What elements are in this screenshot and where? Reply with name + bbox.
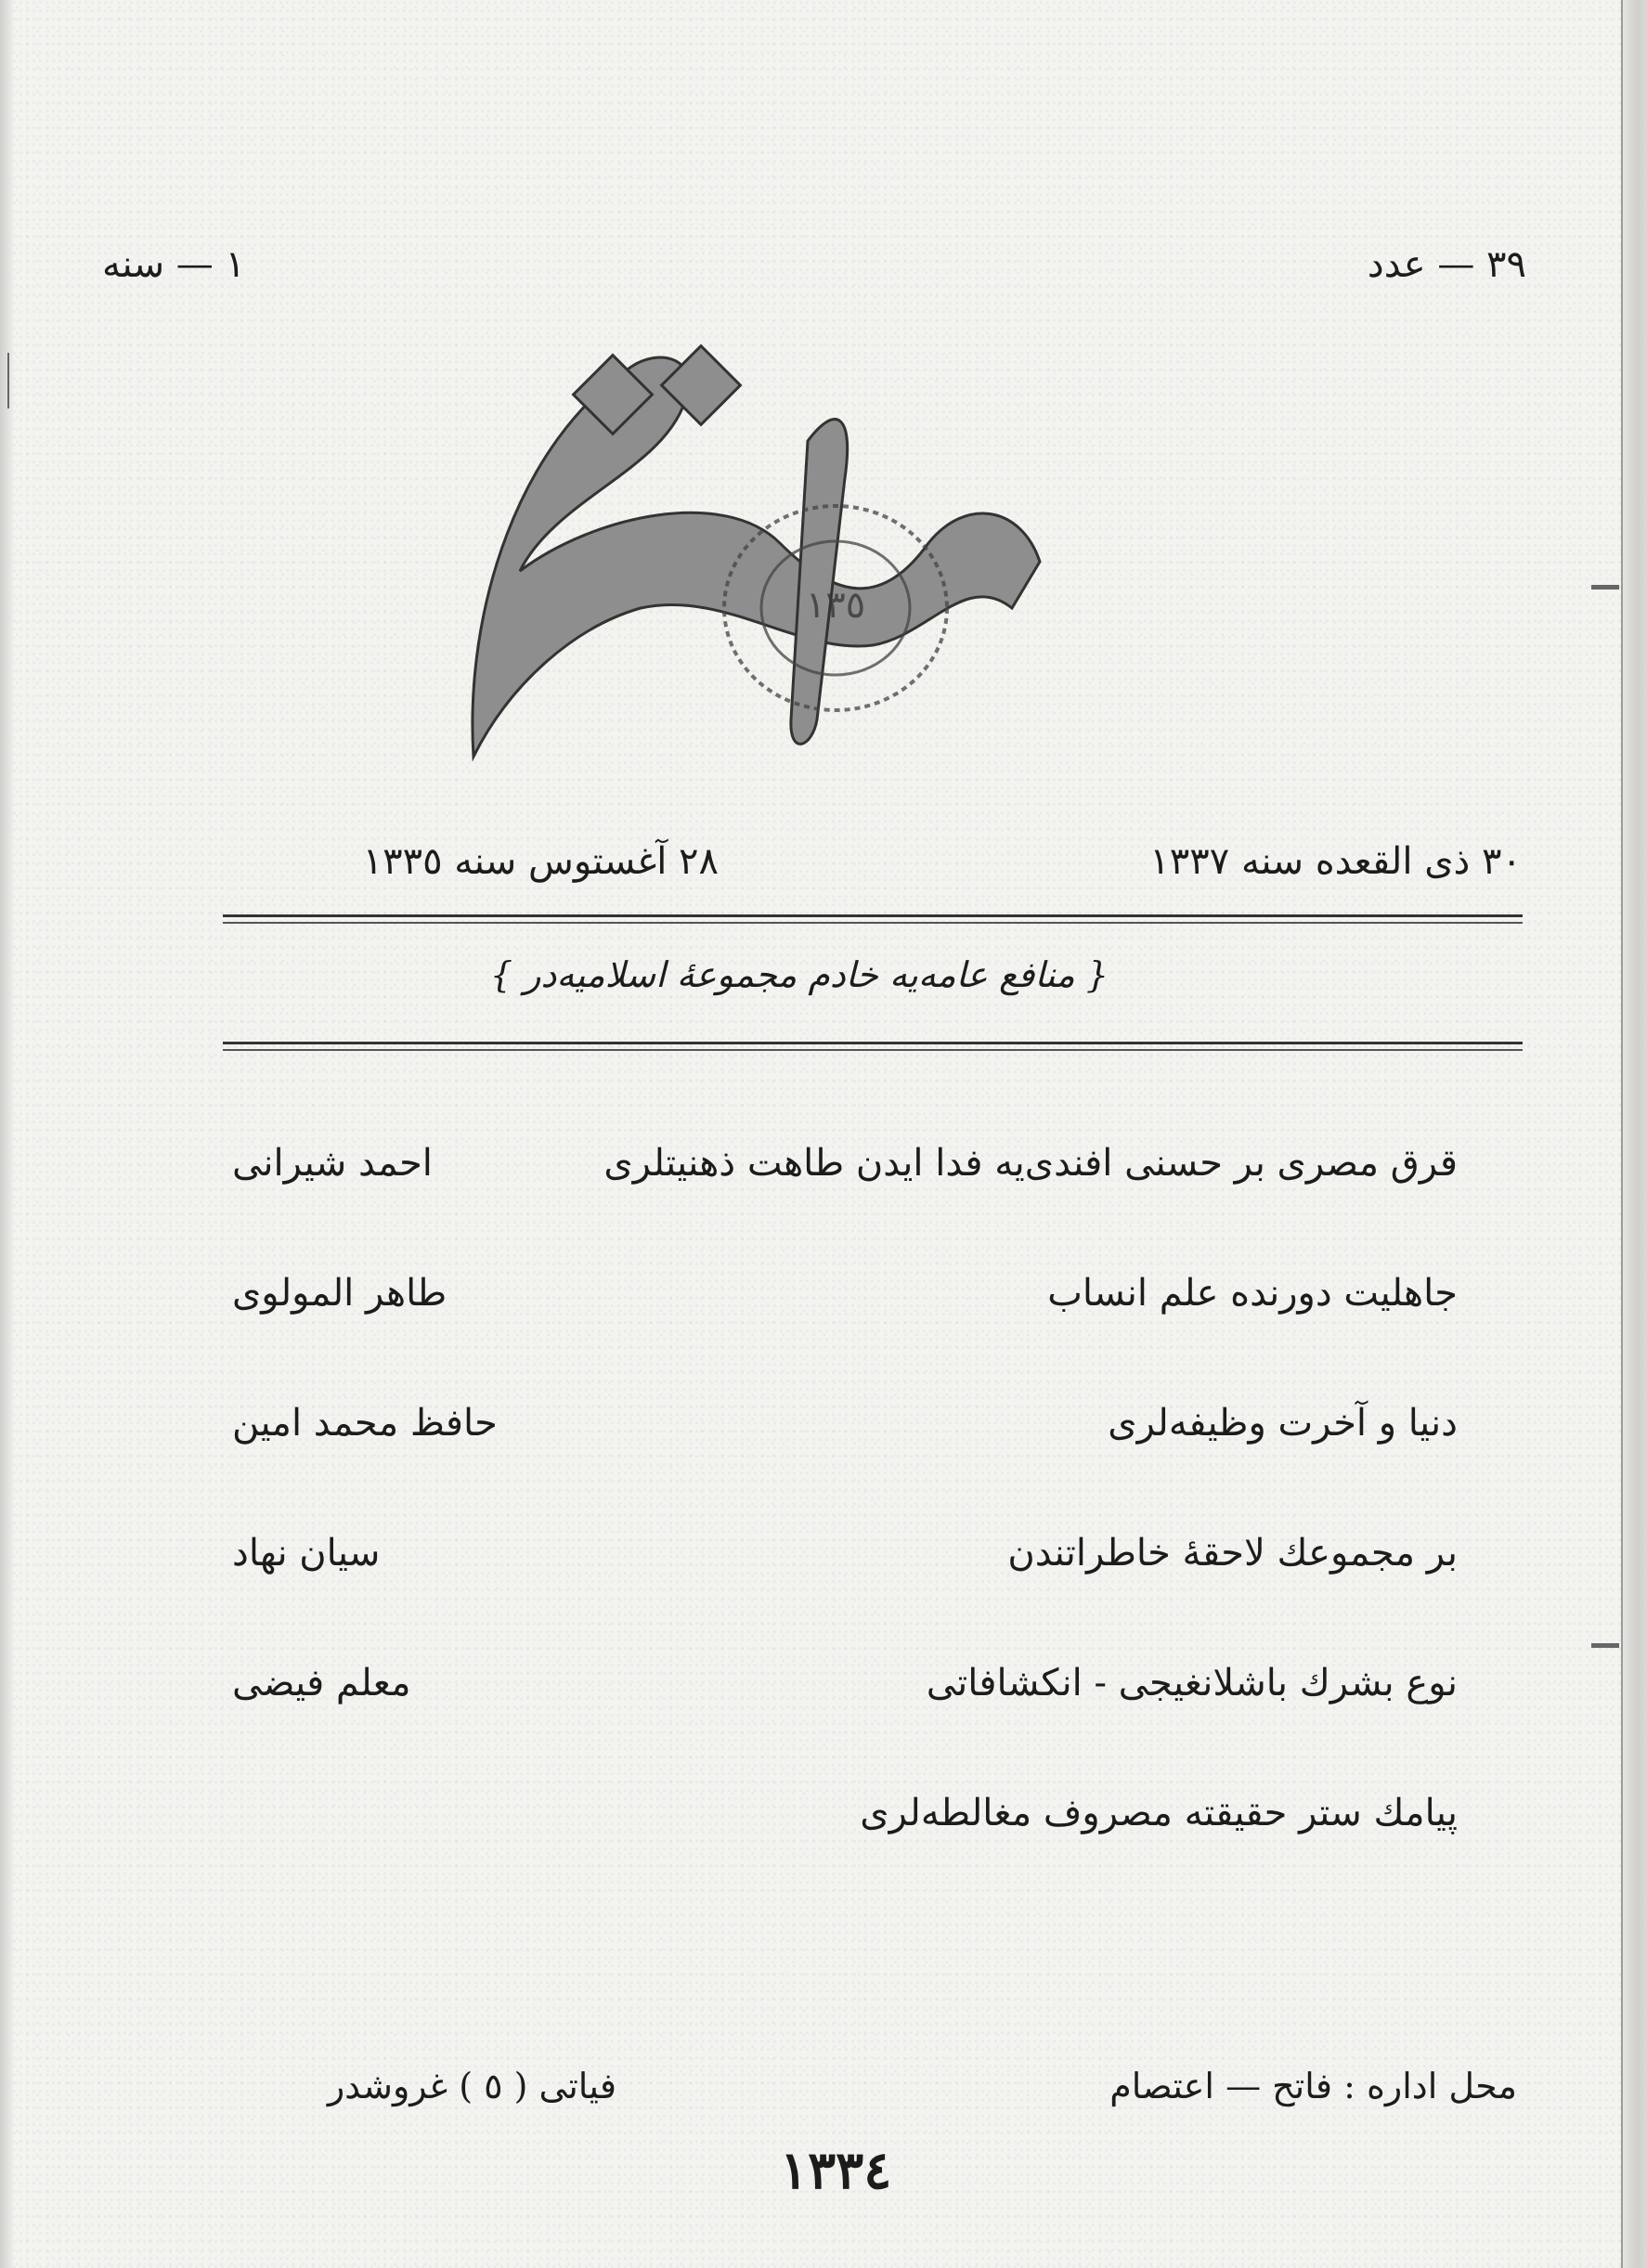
article-title: نوع بشرك باشلانغیجی - انکشافاتی [926, 1662, 1458, 1704]
divider-bottom [223, 1042, 1523, 1044]
list-item [232, 1142, 1458, 1272]
article-title: بر مجموعك لاحقهٔ خاطراتندن [1007, 1532, 1458, 1575]
list-item [232, 1532, 1458, 1662]
article-author: حافظ محمد امین [232, 1402, 498, 1445]
page-left-edge [0, 0, 13, 2268]
page-right-edge [1621, 0, 1647, 2268]
issue-number: ٣٩ — عدد [1367, 243, 1526, 286]
list-item [232, 1402, 1458, 1532]
scan-mark [1591, 585, 1619, 590]
divider-bottom-double [223, 1049, 1523, 1051]
publication-year: ١٣٣٤ [780, 2140, 892, 2201]
divider-top [223, 914, 1523, 917]
article-title: جاهلیت دورنده علم انساب [1047, 1272, 1458, 1315]
logo-alif [791, 420, 848, 745]
motto: { منافع عامه‌یه خادم مجموعهٔ اسلامیه‌در } [489, 954, 1109, 995]
article-author: سیان نهاد [232, 1532, 381, 1575]
divider-top-double [223, 922, 1523, 924]
masthead-logo [446, 330, 1374, 794]
price: فیاتی ( ٥ ) غروشدر [327, 2066, 616, 2106]
list-item [232, 1792, 1458, 1922]
logo-swash [473, 357, 1040, 757]
article-title: پیامك ستر حقیقته مصروف مغالطه‌لری [860, 1792, 1458, 1834]
article-title: قرق مصری بر حسنی افندی‌یه فدا ایدن طاهت ذهنیتلری [603, 1142, 1458, 1185]
article-author: احمد شیرانی [232, 1142, 433, 1185]
list-item [232, 1272, 1458, 1402]
article-title: دنیا و آخرت وظیفه‌لری [1108, 1402, 1458, 1445]
list-item [232, 1662, 1458, 1792]
article-author: معلم فیضی [232, 1662, 411, 1704]
table-of-contents [232, 1142, 1458, 1922]
svg-text:١٣٥: ١٣٥ [805, 584, 866, 627]
article-author: طاهر المولوی [232, 1272, 447, 1315]
date-rumi: ٢٨ آغستوس سنه ١٣٣٥ [362, 840, 719, 883]
volume-year: ١ — سنه [102, 243, 245, 286]
office-address: محل اداره : فاتح — اعتصام [1109, 2066, 1517, 2106]
date-hijri: ٣٠ ذی القعده سنه ١٣٣٧ [1149, 840, 1522, 883]
scan-mark [7, 353, 9, 408]
scan-mark [1591, 1643, 1619, 1648]
